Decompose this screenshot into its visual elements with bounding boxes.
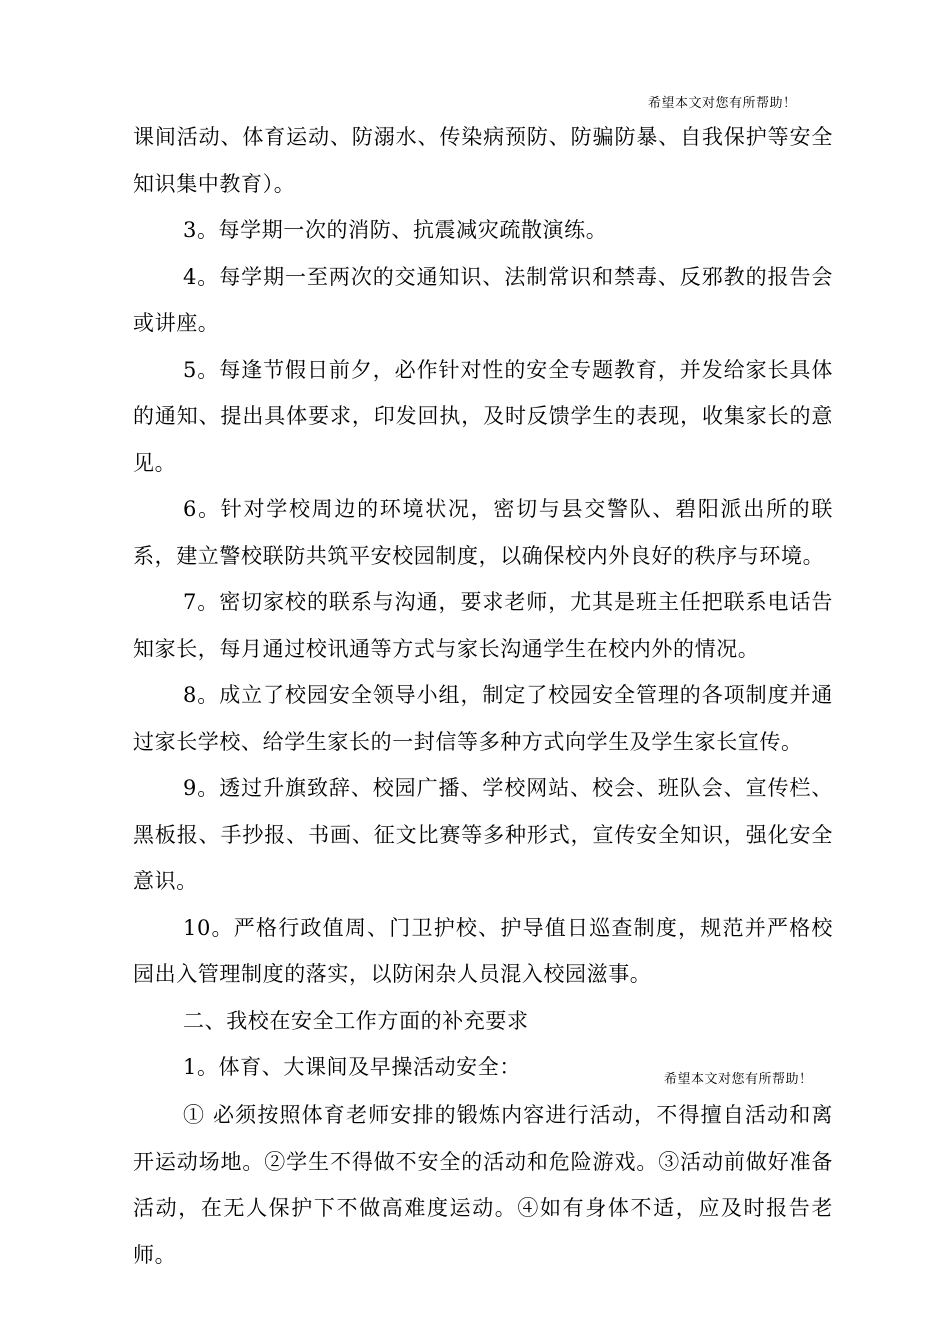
subsection-heading: 1。体育、大课间及早操活动安全： xyxy=(183,1055,521,1079)
header-note: 希望本文对您有所帮助！ xyxy=(664,1072,813,1087)
paragraph-continued: 课间活动、体育运动、防溺水、传染病预防、防骗防暴、自我保护等安全知识集中教育）。 xyxy=(133,125,833,196)
paragraph-item-3: 3。每学期一次的消防、抗震减灾疏散演练。 xyxy=(183,218,608,242)
section-heading: 二、我校在安全工作方面的补充要求 xyxy=(183,1008,529,1033)
paragraph-item-9: 9。透过升旗致辞、校园广播、学校网站、校会、班队会、宣传栏、黑板报、手抄报、书画、征文比赛等多种形式，宣传安全知识，强化安全意识。 xyxy=(133,776,833,893)
paragraph-item-8: 8。成立了校园安全领导小组，制定了校园安全管理的各项制度并通过家长学校、给学生家长的一封信等多种方式向学生及学生家长宣传。 xyxy=(133,683,833,754)
paragraph-item-4: 4。每学期一至两次的交通知识、法制常识和禁毒、反邪教的报告会或讲座。 xyxy=(133,264,833,335)
document-body-bottom xyxy=(133,1092,833,1278)
paragraph-rules: ① 必须按照体育老师安排的锻炼内容进行活动，不得擅自活动和离开运动场地。②学生不得做不安全的活动和危险游戏。③活动前做好准备活动，在无人保护下不做高难度运动。④如有身体不适，应及时报告老师。 xyxy=(133,1103,833,1267)
document-body-top xyxy=(133,114,833,1091)
paragraph-item-10: 10。严格行政值周、门卫护校、护导值日巡查制度，规范并严格校园出入管理制度的落实，以防闲杂人员混入校园滋事。 xyxy=(133,915,833,986)
paragraph-item-5: 5。每逢节假日前夕，必作针对性的安全专题教育，并发给家长具体的通知、提出具体要求，印发回执，及时反馈学生的表现，收集家长的意见。 xyxy=(133,357,833,475)
paragraph-item-7: 7。密切家校的联系与沟通，要求老师，尤其是班主任把联系电话告知家长，每月通过校讯通等方式与家长沟通学生在校内外的情况。 xyxy=(133,590,833,661)
header-note: 希望本文对您有所帮助！ xyxy=(648,96,797,111)
paragraph-item-6: 6。针对学校周边的环境状况，密切与县交警队、碧阳派出所的联系，建立警校联防共筑平安校园制度，以确保校内外良好的秩序与环境。 xyxy=(133,497,833,568)
